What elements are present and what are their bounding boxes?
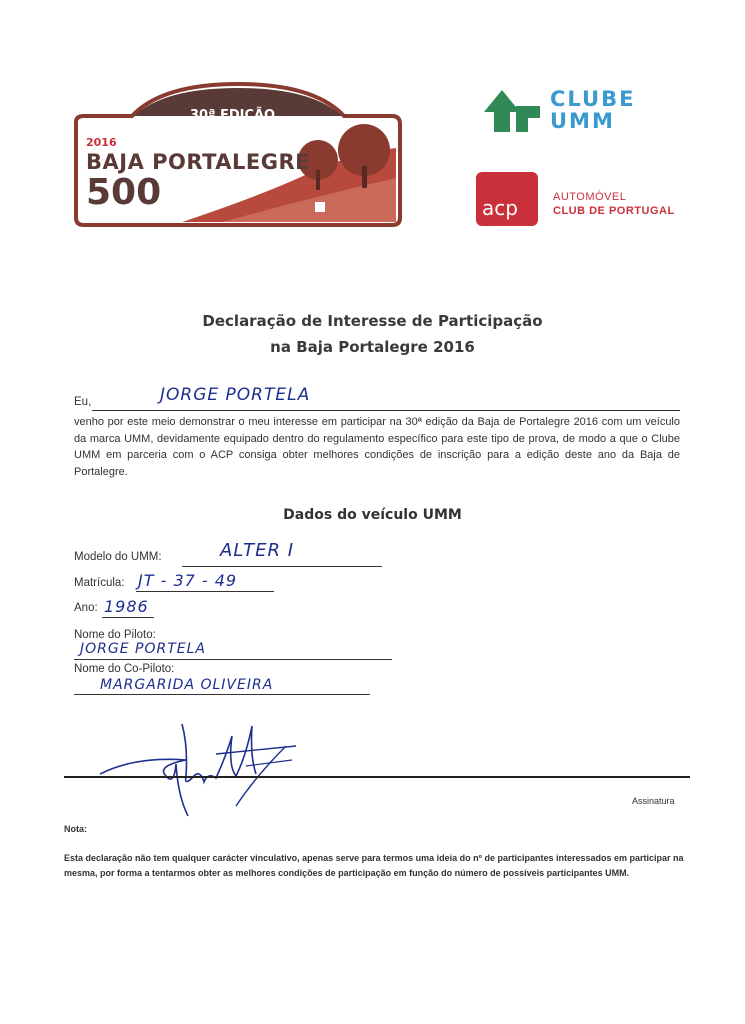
piloto-line <box>74 659 392 660</box>
note-label: Nota: <box>64 824 87 834</box>
baja-name-text: BAJA PORTALEGRE <box>86 150 311 174</box>
signature-line <box>64 776 690 778</box>
declarant-name-value: JORGE PORTELA <box>160 385 311 405</box>
acp-line1: AUTOMÓVEL <box>553 191 627 203</box>
signature-label: Assinatura <box>632 796 675 806</box>
acp-line2: CLUB DE PORTUGAL <box>553 205 675 217</box>
matricula-label: Matrícula: <box>74 577 125 589</box>
matricula-value: JT - 37 - 49 <box>138 571 238 590</box>
vehicle-section-title: Dados do veículo UMM <box>283 507 462 523</box>
baja-portalegre-logo <box>72 82 404 228</box>
piloto-value: JORGE PORTELA <box>80 641 206 657</box>
modelo-value: ALTER I <box>220 540 295 561</box>
ano-line <box>102 617 154 618</box>
ano-label: Ano: <box>74 602 98 614</box>
piloto-label: Nome do Piloto: <box>74 629 156 641</box>
copiloto-label: Nome do Co-Piloto: <box>74 663 175 675</box>
acp-badge-text: acp <box>482 196 518 220</box>
clube-umm-text: CLUBE UMM <box>550 87 636 133</box>
baja-year-text: 2016 <box>86 136 117 149</box>
handwritten-signature <box>96 716 306 826</box>
copiloto-value: MARGARIDA OLIVEIRA <box>100 677 274 693</box>
copiloto-line <box>74 694 370 695</box>
acp-badge <box>476 172 538 226</box>
ano-value: 1986 <box>104 597 149 616</box>
modelo-label: Modelo do UMM: <box>74 551 162 563</box>
note-text: Esta declaração não tem qualquer carácter vinculativo, apenas serve para termos uma ideia do nº de participantes interessados em participar na mesma, por forma a tentarmos obter as melhores condições de participação em função do número de possíveis participantes UMM. <box>64 853 684 878</box>
matricula-line <box>136 591 274 592</box>
declaration-paragraph: venho por este meio demonstrar o meu interesse em participar na 30ª edição da Baja de Portalegre 2016 com um veículo da marca UMM, devidamente equipado dentro do regulamento específico para este tipo de prova, de modo a que o Clube UMM em parceria com o ACP consiga obter melhores condições de inscrição para a edição deste ano da Baja de Portalegre. <box>74 416 680 478</box>
baja-number-text: 500 <box>86 172 162 213</box>
document-title-line1: Declaração de Interesse de Participação <box>202 312 543 330</box>
eu-label: Eu, <box>74 396 92 408</box>
baja-edition-text: 30ª EDIÇÃO <box>190 108 276 123</box>
document-title-line2: na Baja Portalegre 2016 <box>270 338 475 356</box>
modelo-line <box>182 566 382 567</box>
declarant-name-line <box>92 410 680 411</box>
clube-umm-logo <box>480 86 690 138</box>
